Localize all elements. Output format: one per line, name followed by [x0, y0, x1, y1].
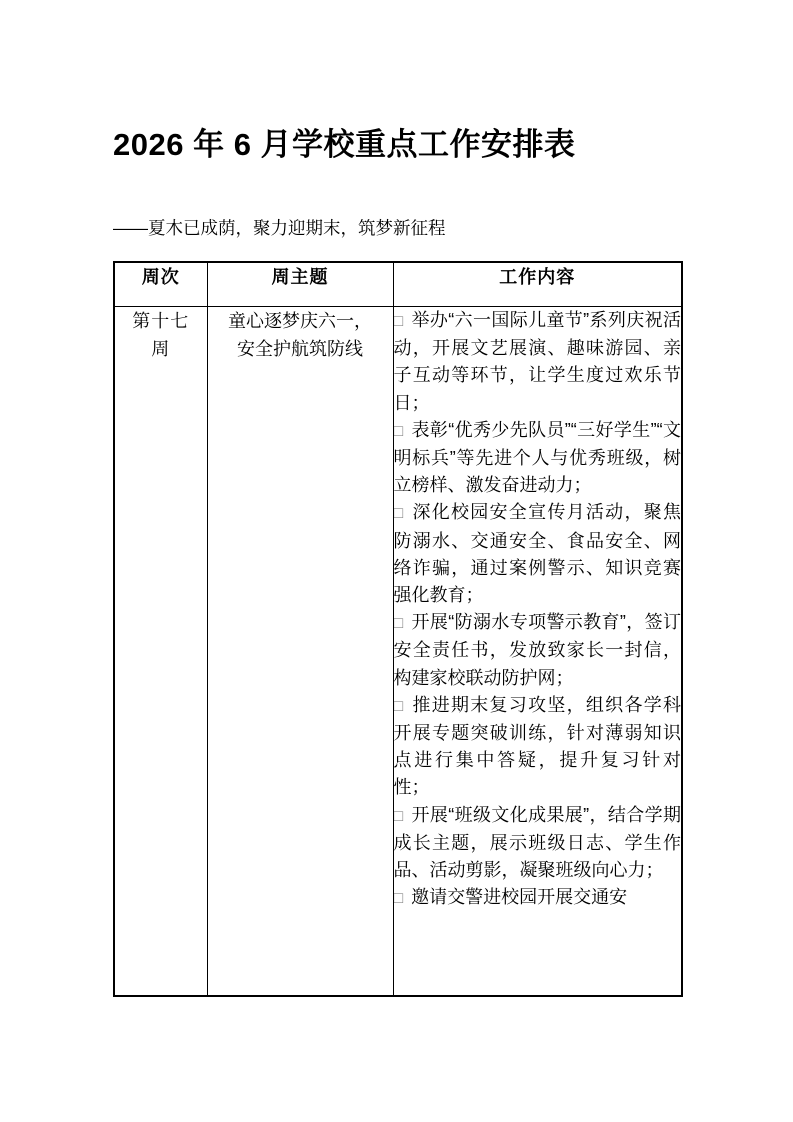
list-item-text: 举办“六一国际儿童节”系列庆祝活动，开展文艺展演、趣味游园、亲子互动等环节，让学生度过欢乐节日；: [393, 310, 681, 413]
column-header-week: 周次: [114, 262, 207, 307]
table-row: [114, 307, 682, 997]
week-number-line-1: 第十七: [132, 311, 190, 331]
list-item-text: 深化校园安全宣传月活动，聚焦防溺水、交通安全、食品安全、网络诈骗，通过案例警示、知识竞赛强化教育；: [393, 502, 681, 606]
cell-week-theme: [207, 307, 393, 997]
week-theme-line-2: 安全护航筑防线: [237, 339, 363, 359]
list-item-text: 邀请交警进校园开展交通安: [411, 887, 628, 908]
checkbox-square-icon: □: [393, 890, 404, 908]
column-header-theme: 周主题: [207, 262, 393, 307]
column-header-content: 工作内容: [393, 262, 682, 307]
list-item: [394, 802, 682, 885]
list-item: [394, 609, 682, 692]
list-item-text: 表彰“优秀少先队员”“三好学生”“文明标兵”等先进个人与优秀班级，树立榜样、激发奋进动力；: [393, 419, 681, 496]
list-item: [394, 417, 682, 500]
table-header-row: [114, 262, 682, 307]
list-item: [394, 307, 682, 417]
list-item: [394, 692, 682, 802]
work-schedule-table: [113, 261, 683, 997]
week-number-line-2: 周: [151, 339, 171, 359]
list-item-truncated: [394, 884, 682, 912]
checkbox-square-icon: □: [393, 697, 405, 715]
page-subtitle: ——夏木已成荫，聚力迎期末，筑梦新征程: [113, 218, 446, 238]
page-title: 2026 年 6 月学校重点工作安排表: [113, 127, 576, 162]
list-item-text: 推进期末复习攻坚，组织各学科开展专题突破训练，针对薄弱知识点进行集中答疑，提升复习针对性；: [393, 694, 681, 798]
checkbox-square-icon: □: [393, 422, 404, 440]
week-theme-line-1: 童心逐梦庆六一，: [228, 311, 372, 331]
list-item: [394, 499, 682, 609]
table-body: [114, 307, 682, 997]
checkbox-square-icon: □: [393, 313, 404, 330]
list-item-text: 开展“班级文化成果展”，结合学期成长主题，展示班级日志、学生作品、活动剪影，凝聚班级向心力；: [393, 804, 681, 881]
checkbox-square-icon: □: [393, 505, 405, 523]
cell-work-content: [393, 307, 682, 997]
cell-week-number: [114, 307, 207, 997]
table-header: [114, 262, 682, 307]
list-item-text: 开展“防溺水专项警示教育”，签订安全责任书，发放致家长一封信，构建家校联动防护网；: [393, 612, 681, 688]
checkbox-square-icon: □: [393, 807, 404, 825]
checkbox-square-icon: □: [393, 615, 404, 633]
